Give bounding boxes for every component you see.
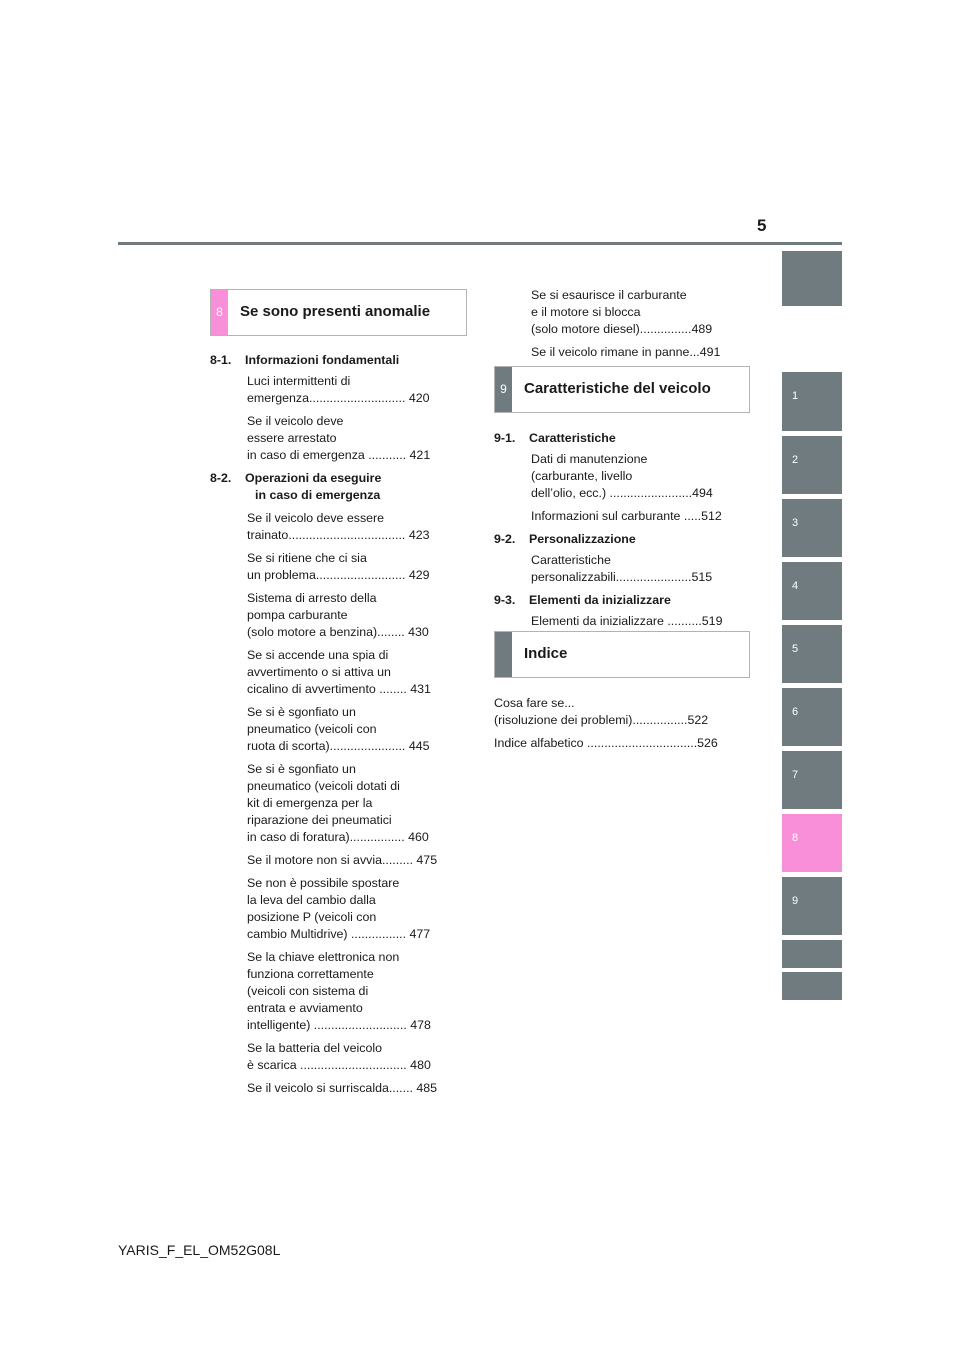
chapter-tab-extra[interactable]: [782, 940, 842, 968]
toc-heading-9-1[interactable]: 9-1. Caratteristiche: [494, 431, 616, 445]
index-color-bar: [495, 632, 512, 677]
index-entries: [494, 695, 750, 752]
toc-entry[interactable]: Sistema di arresto della pompa carburante (solo motore a benzina)........ 430: [247, 591, 429, 639]
chapter-tab-4[interactable]: 4: [782, 562, 842, 620]
chapter-tab[interactable]: [782, 251, 842, 306]
toc-entry[interactable]: Se non è possibile spostare la leva del cambio dalla posizione P (veicoli con cambio Multidrive) ................ 477: [247, 876, 431, 941]
toc-entry[interactable]: Informazioni sul carburante .....512: [531, 509, 722, 523]
toc-heading-9-3[interactable]: 9-3. Elementi da inizializzare: [494, 593, 671, 607]
toc-entry[interactable]: Indice alfabetico ................................526: [494, 736, 718, 750]
toc-entry[interactable]: Se la batteria del veicolo è scarica ............................... 480: [247, 1041, 431, 1072]
index-title: Indice: [524, 645, 568, 662]
toc-heading-8-2[interactable]: 8-2. Operazioni da eseguire in caso di emergenza: [210, 471, 382, 502]
toc-entry[interactable]: Se il motore non si avvia......... 475: [247, 853, 438, 867]
toc-column-1: [210, 352, 460, 1097]
section-8-number: 8: [211, 290, 228, 335]
toc-column-2-top: [494, 287, 750, 361]
toc-entry[interactable]: Luci intermittenti di emergenza............................ 420: [247, 374, 430, 405]
toc-entry[interactable]: Se il veicolo deve essere trainato.................................. 423: [247, 511, 430, 542]
section-8-title: Se sono presenti anomalie: [240, 303, 431, 320]
chapter-tab-2[interactable]: 2: [782, 436, 842, 494]
toc-entry[interactable]: Se il veicolo si surriscalda....... 485: [247, 1081, 438, 1095]
toc-entry[interactable]: Se il veicolo deve essere arrestato in caso di emergenza ........... 421: [247, 414, 431, 462]
toc-entry[interactable]: Elementi da inizializzare ..........519: [531, 614, 723, 628]
chapter-tab-index[interactable]: [782, 972, 842, 1000]
chapter-tab-9[interactable]: 9: [782, 877, 842, 935]
index-header: [494, 631, 750, 678]
chapter-tab-1[interactable]: 1: [782, 372, 842, 431]
section-8-header: [210, 289, 467, 336]
toc-entry[interactable]: Se si accende una spia di avvertimento o si attiva un cicalino di avvertimento ........ 431: [247, 648, 431, 696]
section-9-number: 9: [495, 367, 512, 412]
toc-heading-8-1[interactable]: 8-1. Informazioni fondamentali: [210, 353, 400, 367]
toc-entry[interactable]: Caratteristiche personalizzabili......................515: [531, 553, 713, 584]
page-number: 5: [757, 216, 767, 235]
chapter-tab-3[interactable]: 3: [782, 499, 842, 557]
toc-entry[interactable]: Cosa fare se... (risoluzione dei problemi)................522: [494, 696, 709, 727]
toc-heading-9-2[interactable]: 9-2. Personalizzazione: [494, 532, 636, 546]
chapter-tab-6[interactable]: 6: [782, 688, 842, 746]
toc-entry[interactable]: Dati di manutenzione (carburante, livello dell’olio, ecc.) ........................494: [531, 452, 713, 500]
chapter-tab-7[interactable]: 7: [782, 751, 842, 809]
toc-entry[interactable]: Se si è sgonfiato un pneumatico (veicoli dotati di kit di emergenza per la riparazione dei pneumatici in caso di foratura)................ 460: [247, 762, 429, 844]
toc-entry[interactable]: Se si ritiene che ci sia un problema.......................... 429: [247, 551, 430, 582]
section-9-title: Caratteristiche del veicolo: [524, 380, 711, 397]
toc-entry[interactable]: Se il veicolo rimane in panne...491: [531, 345, 721, 359]
toc-entry[interactable]: Se la chiave elettronica non funziona correttamente (veicoli con sistema di entrata e avviamento intelligente) ........................... 478: [247, 950, 431, 1032]
toc-column-2-section-9: [494, 430, 750, 630]
toc-entry[interactable]: Se si è sgonfiato un pneumatico (veicoli con ruota di scorta)...................... 445: [247, 705, 430, 753]
section-9-header: [494, 366, 750, 413]
toc-entry[interactable]: Se si esaurisce il carburante e il motore si blocca (solo motore diesel)...............489: [531, 288, 713, 336]
document-code-footer: YARIS_F_EL_OM52G08L: [118, 1242, 281, 1258]
chapter-tab-8[interactable]: 8: [782, 814, 842, 872]
chapter-tab-5[interactable]: 5: [782, 625, 842, 683]
header-rule: [118, 242, 842, 245]
